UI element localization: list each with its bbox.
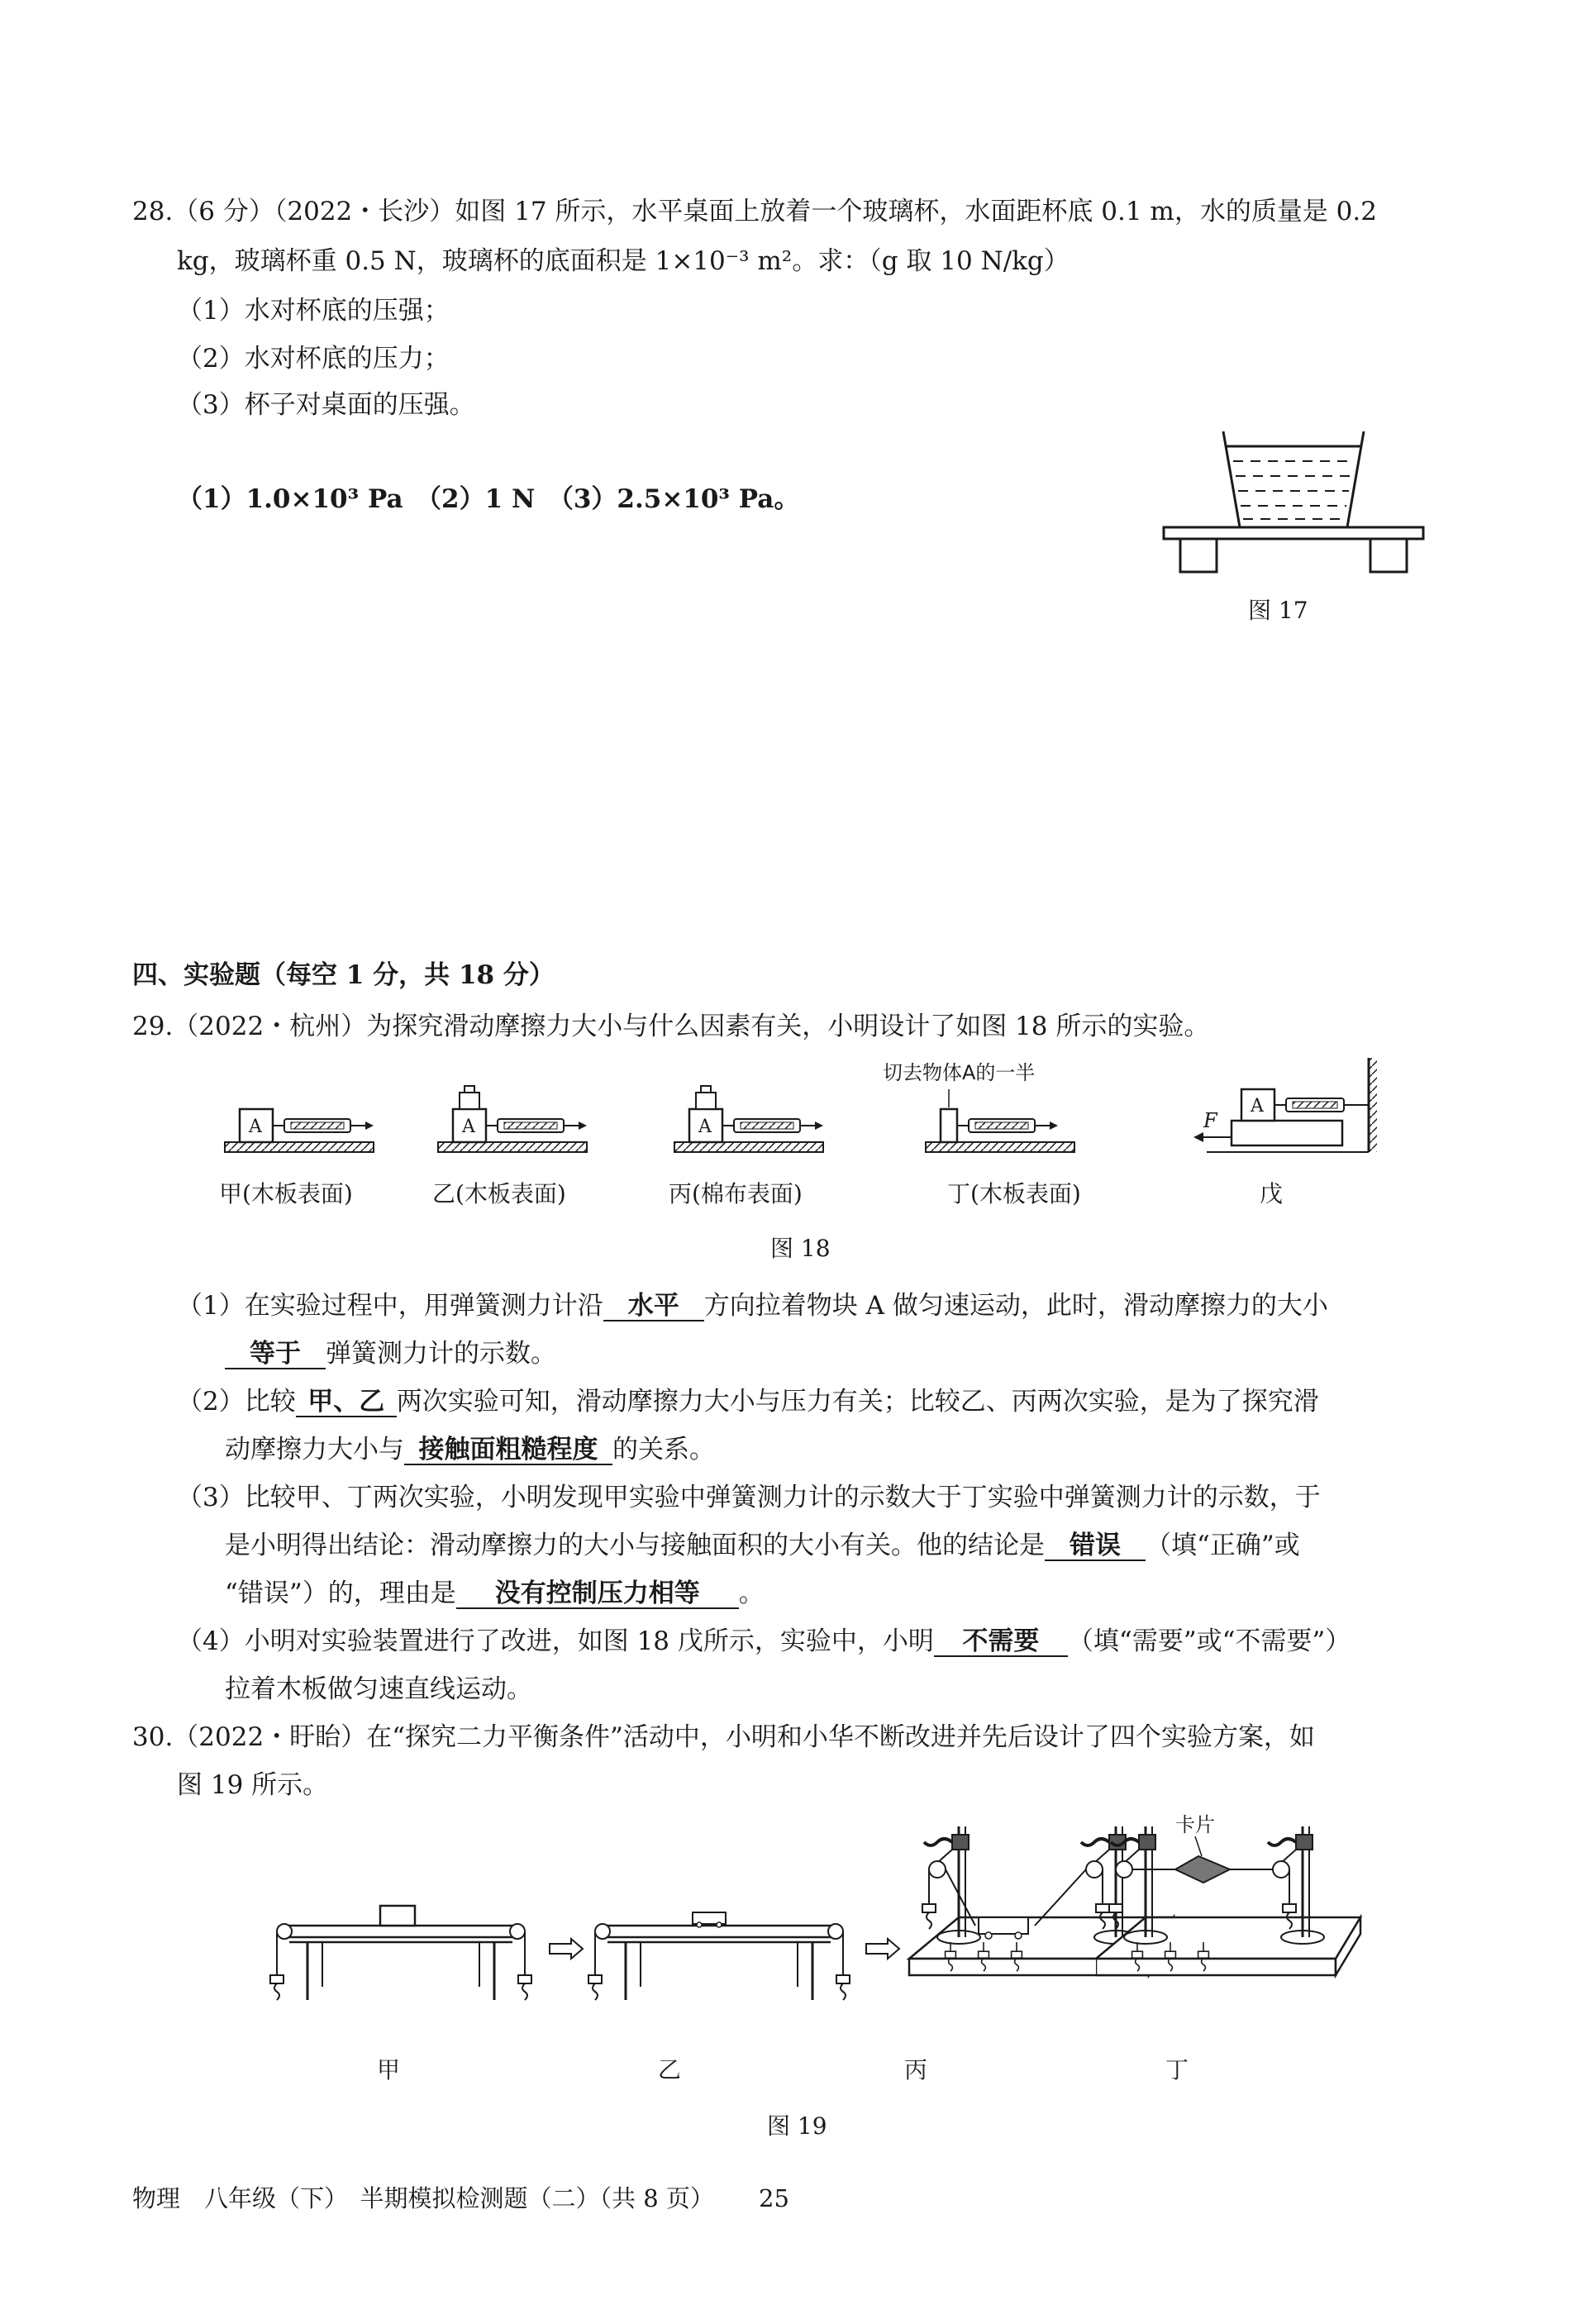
section-heading: 四、实验题（每空 1 分，共 18 分） <box>132 960 555 990</box>
figure-17-caption: 图 17 <box>1248 597 1308 624</box>
block-label-a: A <box>1251 1096 1264 1117</box>
figure-18 <box>215 1050 1405 1198</box>
q29-answer-3: 甲、乙 <box>296 1388 397 1417</box>
fig18-wu <box>1193 1058 1377 1152</box>
q29-answer-5: 错误 <box>1045 1531 1146 1561</box>
fig18-bing <box>674 1086 823 1152</box>
q29-part2-line2: 动摩擦力大小与 接触面粗糙程度 的关系。 <box>225 1435 715 1464</box>
force-label: F <box>1203 1109 1217 1132</box>
fig18-yi <box>438 1086 587 1152</box>
block-label-a: A <box>249 1117 262 1137</box>
q29-part4-line2: 拉着木板做匀速直线运动。 <box>225 1674 532 1704</box>
q29-answer-6: 没有控制压力相等 <box>456 1579 739 1609</box>
fig19-jia <box>270 1906 531 2000</box>
block-label-a: A <box>698 1117 712 1137</box>
q29-part3-line2: 是小明得出结论：滑动摩擦力的大小与接触面积的大小有关。他的结论是 错误 （填“正确”或 <box>225 1531 1300 1560</box>
fig19-label-ding: 丁 <box>1165 2056 1189 2083</box>
q29-answer-1: 水平 <box>603 1292 704 1321</box>
q29-part1-line1: （1）在实验过程中，用弹簧测力计沿 水平 方向拉着物块 A 做匀速运动，此时，滑动摩擦力的大小 <box>177 1291 1328 1321</box>
q30-line2: 图 19 所示。 <box>177 1770 329 1800</box>
fig19-yi <box>588 1912 850 2000</box>
q29-part2-line1: （2）比较 甲、乙 两次实验可知，滑动摩擦力大小与压力有关；比较乙、丙两次实验，是为了探究滑 <box>177 1387 1319 1417</box>
figure-19-caption: 图 19 <box>767 2112 827 2140</box>
figure-18-caption: 图 18 <box>770 1235 831 1262</box>
q28-sub1: （1）水对杯底的压强； <box>177 296 450 326</box>
fig18-label-wu: 戊 <box>1260 1180 1284 1207</box>
q28-answer: （1）1.0×10³ Pa （2）1 N （3）2.5×10³ Pa。 <box>177 484 800 514</box>
fig18-note: 切去物体A的一半 <box>883 1061 1036 1084</box>
card-label: 卡片 <box>1175 1813 1215 1836</box>
fig18-jia <box>225 1109 374 1152</box>
q28-sub3: （3）杯子对桌面的压强。 <box>177 390 475 420</box>
block-label-a: A <box>462 1117 475 1137</box>
fig18-label-ding: 丁(木板表面) <box>947 1180 1081 1207</box>
q29-answer-7: 不需要 <box>934 1627 1068 1657</box>
fig18-label-bing: 丙(棉布表面) <box>669 1180 803 1207</box>
figure-17-glass-on-table <box>1157 421 1430 579</box>
fig18-label-jia: 甲(木板表面) <box>219 1180 353 1207</box>
q28-sub2: （2）水对杯底的压力； <box>177 344 450 374</box>
fig18-label-yi: 乙(木板表面) <box>432 1180 566 1207</box>
q29-answer-4: 接触面粗糙程度 <box>404 1436 612 1465</box>
page-number: 25 <box>759 2184 789 2212</box>
q30-line1: 30.（2022・盱眙）在“探究二力平衡条件”活动中，小明和小华不断改进并先后设计了四个实验方案，如 <box>132 1722 1315 1752</box>
fig19-label-bing: 丙 <box>904 2056 928 2083</box>
q29-part4-line1: （4）小明对实验装置进行了改进，如图 18 戊所示，实验中，小明 不需要 （填“需要”或“不需要”） <box>177 1626 1351 1656</box>
footer-text: 物理 八年级（下） 半期模拟检测题（二）（共 8 页） <box>132 2184 714 2212</box>
q28-line2: kg，玻璃杯重 0.5 N，玻璃杯的底面积是 1×10⁻³ m²。求：（g 取 10 N/kg） <box>177 246 1070 276</box>
q29-answer-2: 等于 <box>225 1340 326 1369</box>
q29-stem: 29.（2022・杭州）为探究滑动摩擦力大小与什么因素有关，小明设计了如图 18 所示的实验。 <box>132 1012 1210 1041</box>
fig19-label-yi: 乙 <box>658 2056 682 2083</box>
fig18-ding <box>883 1061 1074 1152</box>
q29-part1-line2: 等于 弹簧测力计的示数。 <box>225 1337 556 1370</box>
q29-part3-line1: （3）比较甲、丁两次实验，小明发现甲实验中弹簧测力计的示数大于丁实验中弹簧测力计的示数，于 <box>177 1483 1321 1512</box>
figure-19-ding <box>1096 1802 1369 2017</box>
fig19-label-jia: 甲 <box>377 2056 401 2083</box>
q29-part3-line3: “错误”）的，理由是 没有控制压力相等 。 <box>225 1579 765 1608</box>
q28-line1: 28.（6 分）（2022・长沙）如图 17 所示，水平桌面上放着一个玻璃杯，水面距杯底 0.1 m，水的质量是 0.2 <box>132 197 1377 226</box>
